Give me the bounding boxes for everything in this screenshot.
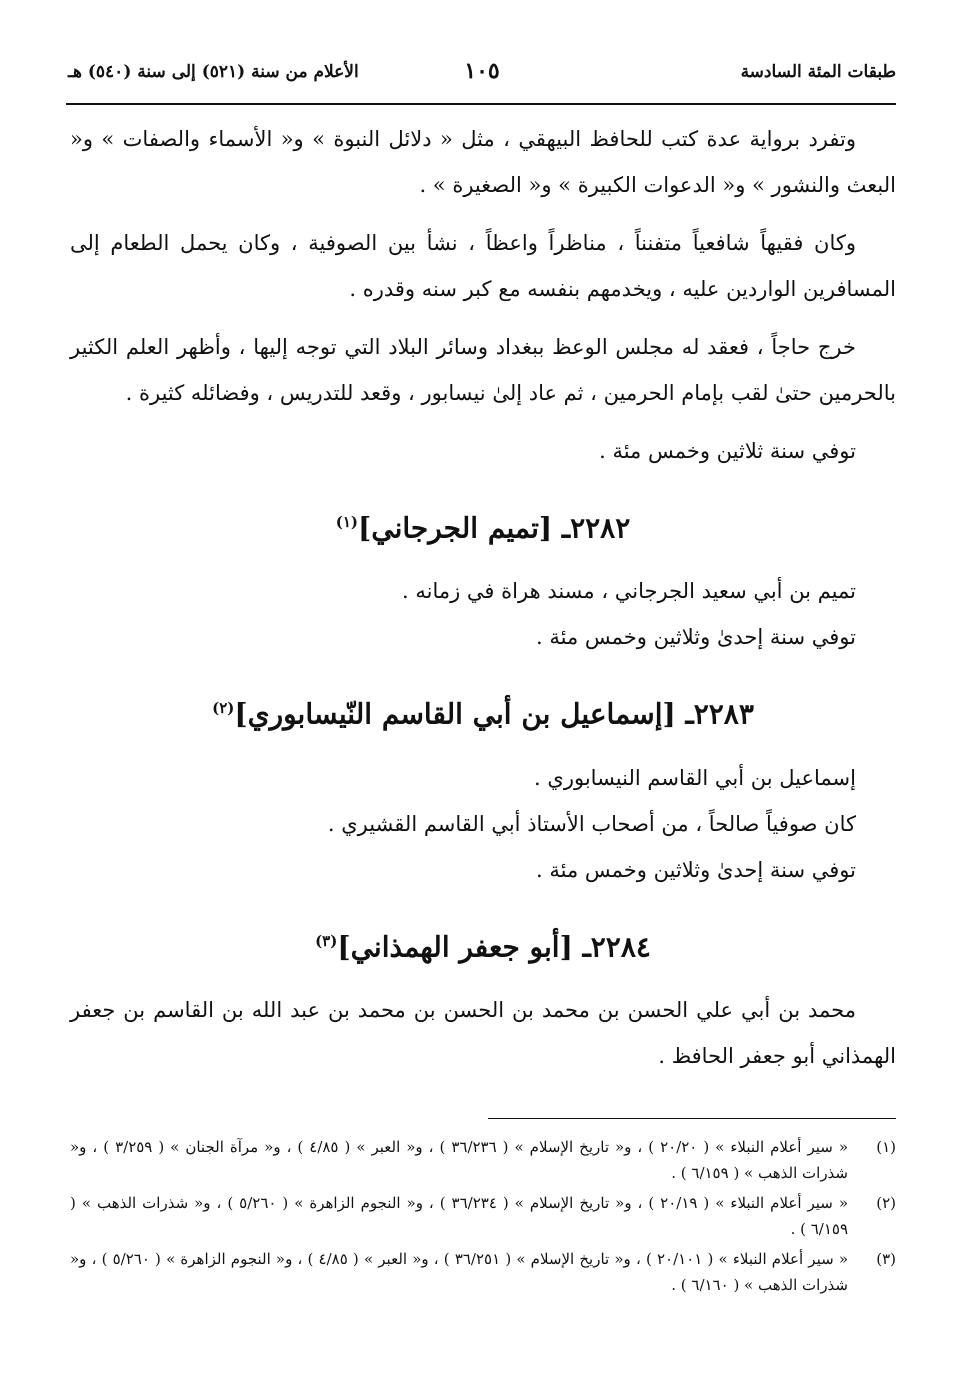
running-head-book-section: طبقات المئة السادسة xyxy=(740,62,896,82)
footnotes xyxy=(70,1134,896,1302)
entry-paragraph: توفي سنة إحدىٰ وثلاثين وخمس مئة . xyxy=(536,857,856,882)
footnote-text: « سير أعلام النبلاء » ( ٢٠/١٩ ) ، و« تاريخ الإسلام » ( ٣٦/٢٣٤ ) ، و« النجوم الزاهرة » ( ٥/٢٦٠ ) ، و« شذرات الذهب » ( ٦/١٥٩ ) . xyxy=(70,1194,848,1238)
footnote xyxy=(70,1246,896,1298)
entry-paragraph: توفي سنة إحدىٰ وثلاثين وخمس مئة . xyxy=(536,625,856,650)
entry-heading-text: ٢٢٨٢ـ [تميم الجرجاني] xyxy=(358,511,631,545)
intro-paragraph: خرج حاجاً ، فعقد له مجلس الوعظ ببغداد وسائر البلاد التي توجه إليها ، وأظهر العلم الكثير بالحرمين حتىٰ لقب بإمام الحرمين ، ثم عاد إلىٰ نيسابور ، وقعد للتدريس ، وفضائله كثيرة . xyxy=(70,335,896,405)
page-number: ١٠٥ xyxy=(464,58,500,84)
footnote-ref: (٢) xyxy=(212,699,235,718)
intro-paragraph: توفي سنة ثلاثين وخمس مئة . xyxy=(599,439,856,463)
footnote-ref: (١) xyxy=(335,513,359,531)
entry-paragraph: إسماعيل بن أبي القاسم النيسابوري . xyxy=(534,765,856,790)
footnote-ref: (٣) xyxy=(315,931,338,950)
intro-paragraph: وتفرد برواية عدة كتب للحافظ البيهقي ، مثل « دلائل النبوة » و« الأسماء والصفات » و« البعث والنشور » و« الدعوات الكبيرة » و« الصغيرة » . xyxy=(70,127,896,197)
entry-heading-text: ٢٢٨٣ـ [إسماعيل بن أبي القاسم النّيسابوري] xyxy=(234,697,754,731)
page-body xyxy=(70,116,896,1079)
footnote-number: (٢) xyxy=(876,1194,896,1212)
entry-paragraph: كان صوفياً صالحاً ، من أصحاب الأستاذ أبي القاسم القشيري . xyxy=(327,811,856,836)
running-head-year-range: الأعلام من سنة (٥٢١) إلى سنة (٥٤٠) هـ xyxy=(68,62,359,82)
running-head xyxy=(68,58,896,98)
footnote xyxy=(70,1190,896,1242)
footnote-text: « سير أعلام النبلاء » ( ٢٠/١٠١ ) ، و« تاريخ الإسلام » ( ٣٦/٢٥١ ) ، و« العبر » ( ٤/٨٥ ) ، و« النجوم الزاهرة » ( ٥/٢٦٠ ) ، و« شذرات الذهب » ( ٦/١٦٠ ) . xyxy=(70,1250,849,1294)
entry-paragraph: تميم بن أبي سعيد الجرجاني ، مسند هراة في زمانه . xyxy=(402,579,856,604)
footnote-number: (١) xyxy=(876,1138,896,1156)
footnote-separator xyxy=(488,1118,896,1119)
footnote-number: (٣) xyxy=(876,1250,896,1268)
entry-paragraph: محمد بن أبي علي الحسن بن محمد بن الحسن بن محمد بن عبد الله بن القاسم بن جعفر الهمذاني أبو جعفر الحافظ . xyxy=(70,997,896,1068)
entry-heading xyxy=(70,686,896,736)
entry-heading-text: ٢٢٨٤ـ [أبو جعفر الهمذاني] xyxy=(337,929,651,963)
header-rule xyxy=(66,103,896,105)
entry-heading xyxy=(70,500,896,550)
intro-paragraph: وكان فقيهاً شافعياً متفنناً ، مناظراً واعظاً ، نشأ بين الصوفية ، وكان يحمل الطعام إلى المسافرين الواردين عليه ، ويخدمهم بنفسه مع كبر سنه وقدره . xyxy=(70,231,896,301)
entry-heading xyxy=(70,919,896,969)
footnote-text: « سير أعلام النبلاء » ( ٢٠/٢٠ ) ، و« تاريخ الإسلام » ( ٣٦/٢٣٦ ) ، و« العبر » ( ٤/٨٥ ) ، و« مرآة الجنان » ( ٣/٢٥٩ ) ، و« شذرات الذهب » ( ٦/١٥٩ ) . xyxy=(70,1138,848,1182)
footnote xyxy=(70,1134,896,1186)
